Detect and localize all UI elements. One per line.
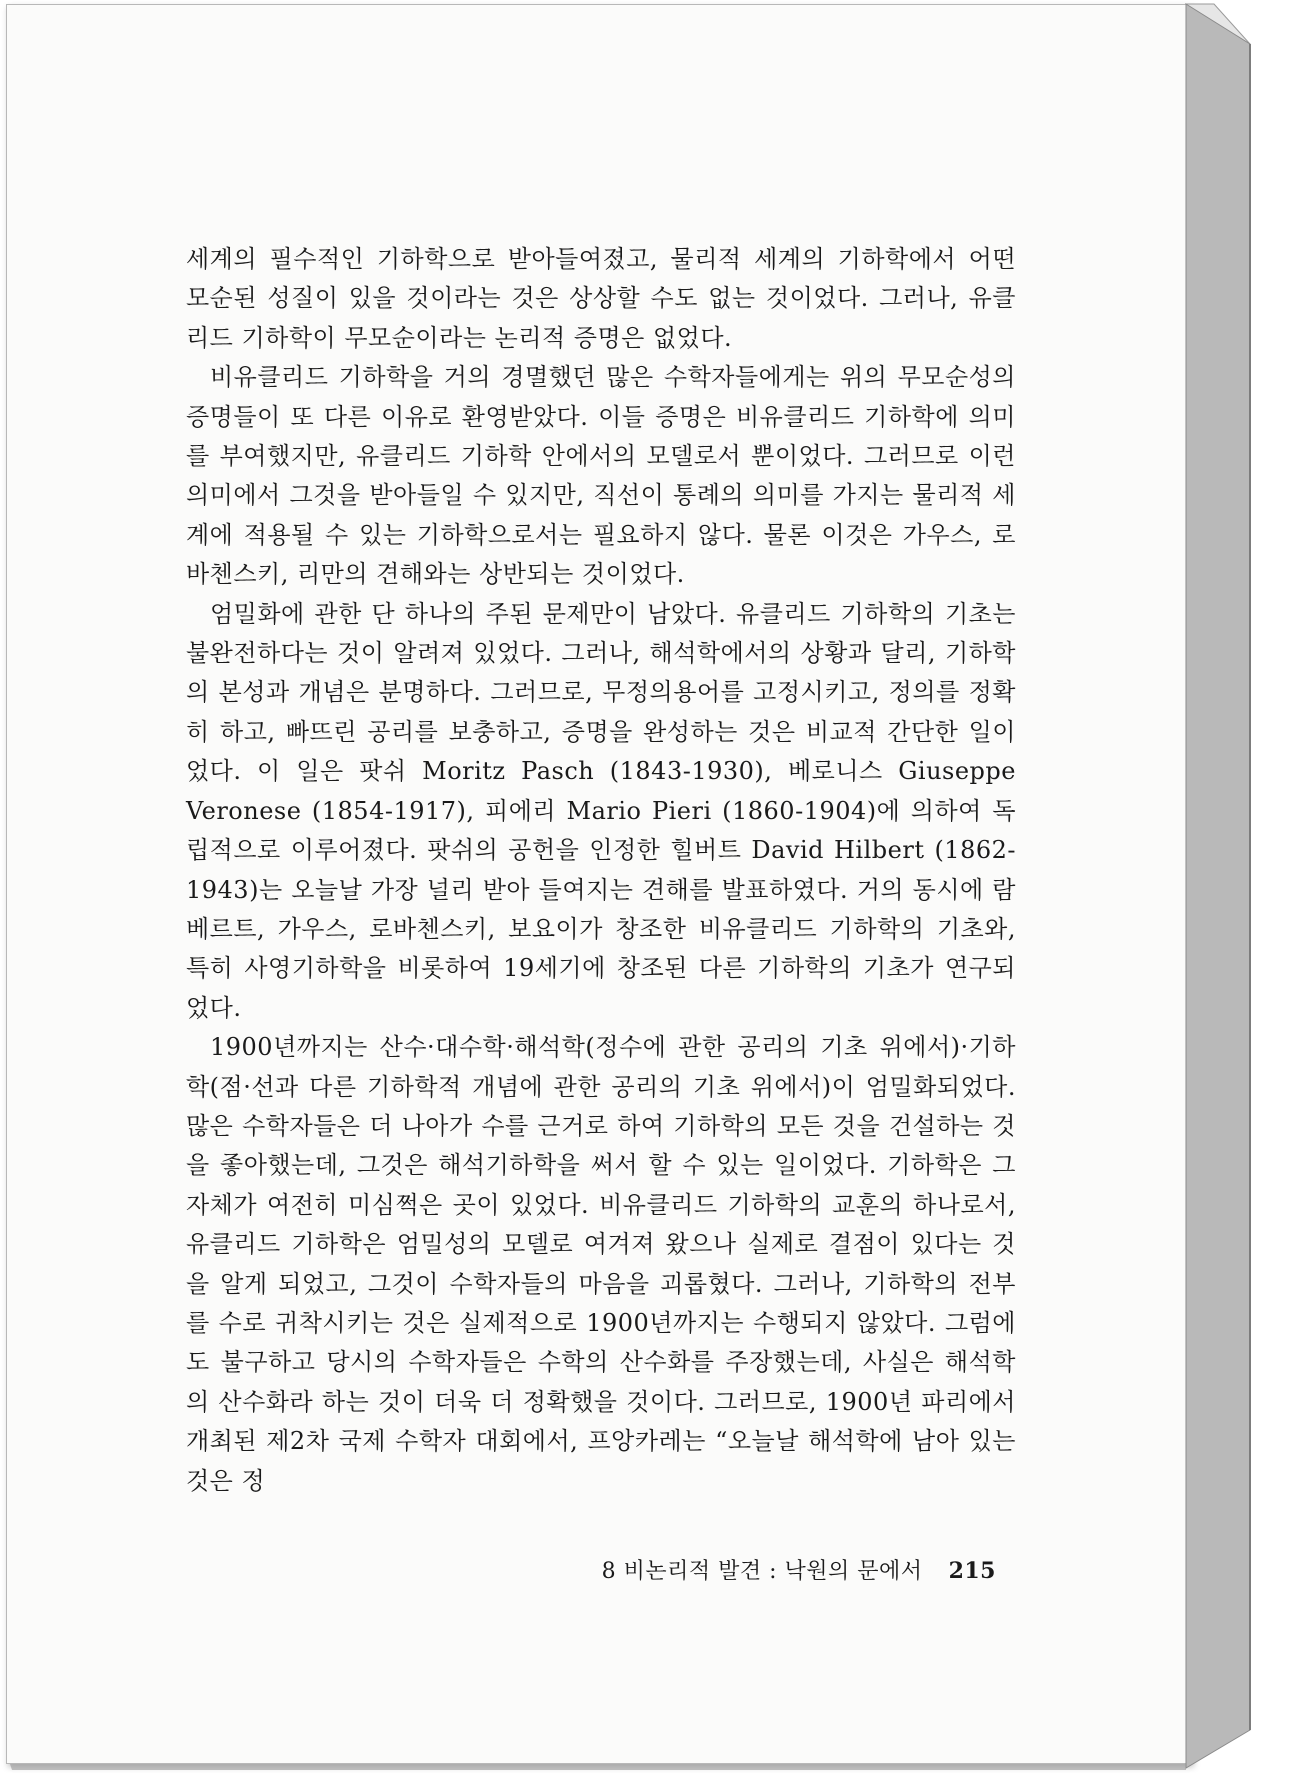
paragraph-3: 엄밀화에 관한 단 하나의 주된 문제만이 남았다. 유클리드 기하학의 기초는 불완전하다는 것이 알려져 있었다. 그러나, 해석학에서의 상황과 달리, 기하학의 본성과 개념은 분명하다. 그러므로, 무정의용어를 고정시키고, 정의를 정확히 하고, 빠뜨린 공리를 보충하고, 증명을 완성하는 것은 비교적 간단한 일이었다. 이 일은 팟쉬 Moritz Pasch (1843-1930), 베로니스 Giuseppe Veronese (1854-1917), 피에리 Mario Pieri (1860-1904)에 의하여 독립적으로 이루어졌다. 팟쉬의 공헌을 인정한 힐버트 David Hilbert (1862-1943)는 오늘날 가장 널리 받아 들여지는 견해를 발표하였다. 거의 동시에 람베르트, 가우스, 로바첸스키, 보요이가 창조한 비유클리드 기하학의 기초와, 특히 사영기하학을 비롯하여 19세기에 창조된 다른 기하학의 기초가 연구되었다. [186, 599, 1016, 1022]
paragraph-2: 비유클리드 기하학을 거의 경멸했던 많은 수학자들에게는 위의 무모순성의 증명들이 또 다른 이유로 환영받았다. 이들 증명은 비유클리드 기하학에 의미를 부여했지만, 유클리드 기하학 안에서의 모델로서 뿐이었다. 그러므로 이런 의미에서 그것을 받아들일 수 있지만, 직선이 통례의 의미를 가지는 물리적 세계에 적용될 수 있는 기하학으로서는 필요하지 않다. 물론 이것은 가우스, 로바첸스키, 리만의 견해와는 상반되는 것이었다. [186, 363, 1016, 589]
book-right-edge [1186, 4, 1250, 1768]
body-text [186, 240, 1016, 1501]
book-bottom-shadow [10, 1764, 1186, 1770]
book-top-edge [1186, 4, 1250, 44]
page-footer [186, 1554, 996, 1585]
paragraph-4: 1900년까지는 산수·대수학·해석학(정수에 관한 공리의 기초 위에서)·기하학(점·선과 다른 기하학적 개념에 관한 공리의 기초 위에서)이 엄밀화되었다. 많은 수학자들은 더 나아가 수를 근거로 하여 기하학의 모든 것을 건설하는 것을 좋아했는데, 그것은 해석기하학을 써서 할 수 있는 일이었다. 기하학은 그 자체가 여전히 미심쩍은 곳이 있었다. 비유클리드 기하학의 교훈의 하나로서, 유클리드 기하학은 엄밀성의 모델로 여겨져 왔으나 실제로 결점이 있다는 것을 알게 되었고, 그것이 수학자들의 마음을 괴롭혔다. 그러나, 기하학의 전부를 수로 귀착시키는 것은 실제적으로 1900년까지는 수행되지 않았다. 그럼에도 불구하고 당시의 수학자들은 수학의 산수화를 주장했는데, 사실은 해석학의 산수화라 하는 것이 더욱 더 정확했을 것이다. 그러므로, 1900년 파리에서 개최된 제2차 국제 수학자 대회에서, 프앙카레는 “오늘날 해석학에 남아 있는 것은 정 [186, 1033, 1016, 1495]
paragraph-1: 세계의 필수적인 기하학으로 받아들여졌고, 물리적 세계의 기하학에서 어떤 모순된 성질이 있을 것이라는 것은 상상할 수도 없는 것이었다. 그러나, 유클리드 기하학이 무모순이라는 논리적 증명은 없었다. [186, 245, 1016, 352]
running-footer: 8 비논리적 발견 : 낙원의 문에서 [601, 1559, 923, 1584]
page-number: 215 [948, 1558, 996, 1584]
